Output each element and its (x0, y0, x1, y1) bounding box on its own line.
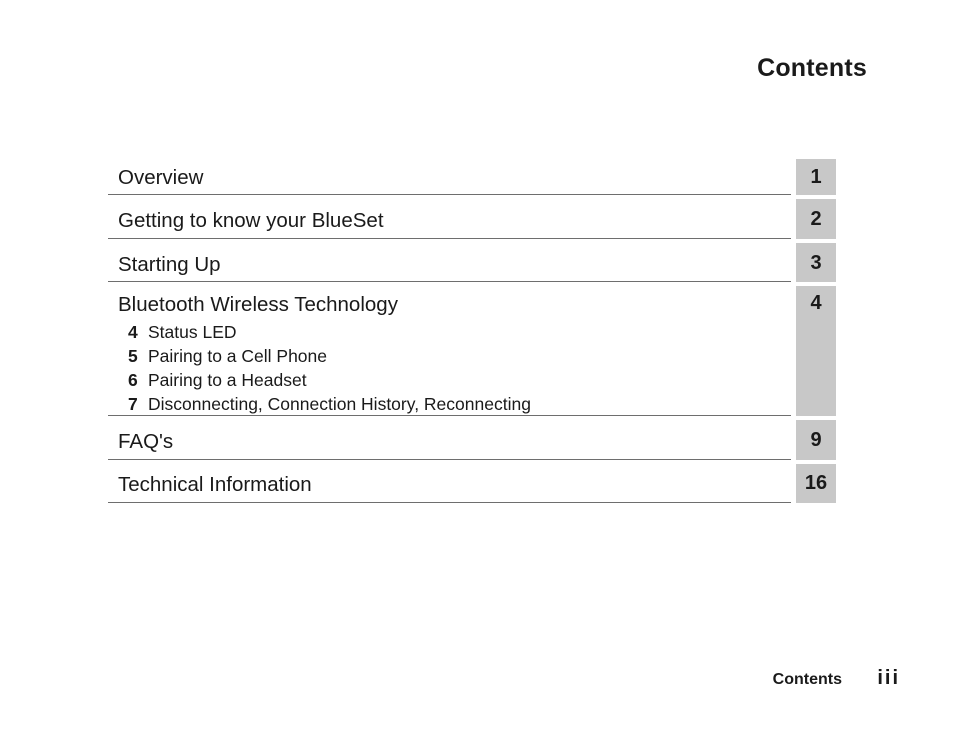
toc-page-number: 9 (796, 420, 836, 460)
toc-entry-overview[interactable] (108, 159, 836, 195)
toc-subentry-label: Pairing to a Headset (148, 370, 307, 390)
toc-subentry-label: Status LED (148, 322, 237, 342)
toc-page-number: 4 (796, 286, 836, 416)
toc-entry-label: Overview (118, 166, 204, 189)
toc-entry-starting-up[interactable] (108, 243, 836, 282)
toc-entry-text (108, 286, 791, 416)
toc-subentry-page: 5 (128, 346, 138, 366)
toc-entry-text (108, 159, 791, 195)
page-title: Contents (757, 54, 867, 82)
toc-page-number: 2 (796, 199, 836, 239)
toc-entry-label: FAQ's (118, 430, 174, 453)
footer-page-number: iii (877, 667, 900, 689)
toc-entry-label: Starting Up (118, 253, 221, 276)
toc-subentry-label: Pairing to a Cell Phone (148, 346, 327, 366)
toc-sublist (118, 320, 791, 416)
toc-entry-text (108, 243, 791, 282)
footer-section-label: Contents (772, 671, 842, 688)
toc-subentry[interactable] (118, 368, 791, 392)
table-of-contents (108, 159, 836, 507)
toc-entry-text (108, 199, 791, 239)
toc-entry-label: Technical Information (118, 473, 312, 496)
toc-page-number: 3 (796, 243, 836, 282)
toc-entry-label: Bluetooth Wireless Technology (118, 293, 398, 316)
toc-subentry[interactable] (118, 320, 791, 344)
toc-entry-faqs[interactable] (108, 420, 836, 460)
toc-subentry[interactable] (118, 392, 791, 416)
toc-entry-label: Getting to know your BlueSet (118, 209, 384, 232)
toc-subentry-page: 7 (128, 394, 138, 414)
toc-subentry[interactable] (118, 344, 791, 368)
toc-entry-bluetooth[interactable] (108, 286, 836, 416)
toc-subentry-label: Disconnecting, Connection History, Reconnecting (148, 394, 531, 414)
toc-entry-getting-to-know[interactable] (108, 199, 836, 239)
toc-entry-technical-information[interactable] (108, 464, 836, 503)
toc-subentry-page: 4 (128, 322, 138, 342)
toc-entry-text (108, 420, 791, 460)
toc-page-number: 1 (796, 159, 836, 195)
toc-subentry-page: 6 (128, 370, 138, 390)
toc-entry-text (108, 464, 791, 503)
toc-page-number: 16 (796, 464, 836, 503)
